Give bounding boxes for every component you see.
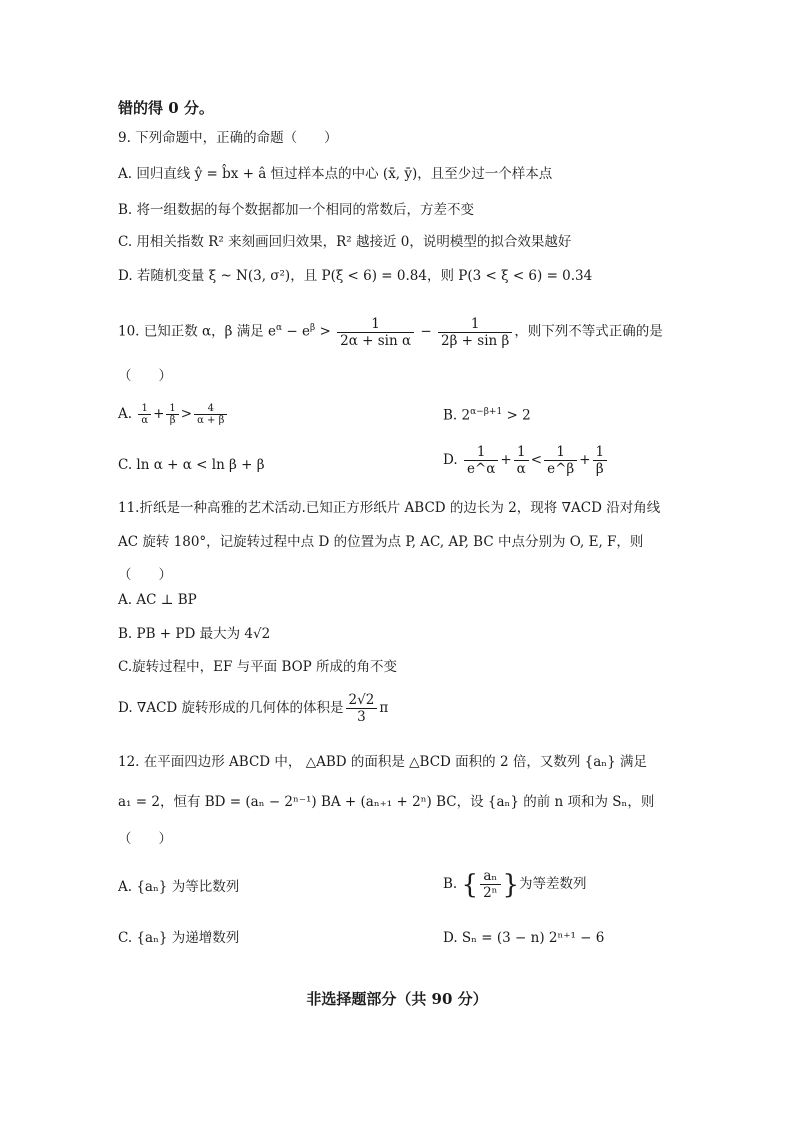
q10-d-plus-1: + [500, 452, 512, 468]
q12-b-label: B. [443, 876, 458, 892]
q9-option-c: C. 用相关指数 R² 来刻画回归效果，R² 越接近 0，说明模型的拟合效果越好 [118, 234, 572, 250]
q10-fraction-2 [438, 316, 512, 349]
q10-b-base: B. 2 [443, 407, 471, 424]
q10-exp-beta: β [310, 323, 316, 333]
q10-d-f3-num: 1 [544, 444, 577, 461]
q10-f1-den: 2α + sin α [340, 332, 412, 349]
q10-d-frac1 [464, 444, 498, 477]
q12-paren: （ ） [118, 831, 172, 847]
q10-d-label: D. [443, 452, 458, 468]
q10-option-b [443, 402, 531, 426]
q10-a-frac3 [194, 403, 227, 426]
q9-option-d: D. 若随机变量 ξ ~ N(3, σ²)，且 P(ξ < 6) = 0.84，则 P(3 < ξ < 6) = 0.34 [118, 268, 593, 284]
q10-d-f4-den: β [595, 461, 604, 477]
q10-fraction-1 [337, 316, 414, 349]
q10-tail: ，则下列不等式正确的是 [514, 323, 663, 340]
q11-option-b: B. PB + PD 最大为 4√2 [118, 626, 271, 642]
q10-option-d [443, 442, 609, 478]
q12-option-d: D. Sₙ = (3 − n) 2ⁿ⁺¹ − 6 [443, 930, 605, 946]
q11-d-frac [346, 692, 378, 725]
q10-stem [118, 310, 663, 350]
q12-line-2: a₁ = 2，恒有 BD = (aₙ − 2ⁿ⁻¹) BA + (aₙ₊₁ + 2ⁿ) BC，设 {aₙ} 的前 n 项和为 Sₙ，则 [118, 794, 655, 810]
q10-a-gt: > [180, 406, 193, 422]
right-brace-icon: } [502, 869, 520, 900]
q10-a-plus: + [153, 406, 165, 422]
q12-line-1: 12. 在平面四边形 ABCD 中， △ABD 的面积是 △BCD 面积的 2 倍，又数列 {aₙ} 满足 [118, 754, 647, 770]
q11-d-den: 3 [357, 709, 366, 725]
q11-line-2: AC 旋转 180°，记旋转过程中点 D 的位置为点 P, AC, AP, BC 中点分别为 O, E, F，则 [118, 534, 644, 550]
q12-b-num: aₙ [480, 868, 500, 885]
q10-lead: 10. 已知正数 α，β 满足 e [118, 323, 277, 340]
q10-mid: − e [282, 323, 311, 340]
q10-paren: （ ） [118, 368, 172, 384]
q10-a-label: A. [118, 406, 133, 422]
q11-paren: （ ） [118, 567, 172, 583]
q10-f2-num: 1 [438, 316, 512, 333]
q10-d-f1-den: e^α [466, 461, 496, 477]
q10-option-c: C. ln α + α < ln β + β [118, 457, 265, 473]
q10-d-frac2 [514, 444, 529, 477]
q11-d-num: 2√2 [346, 692, 378, 709]
q12-option-c: C. {aₙ} 为递增数列 [118, 930, 240, 946]
q12-b-den: 2ⁿ [483, 885, 498, 901]
q11-d-text: D. ∇ACD 旋转形成的几何体的体积是 [118, 700, 344, 716]
q10-a-frac1 [138, 403, 151, 426]
q10-b-exp: α−β+1 [470, 407, 503, 417]
q10-a-f2-num: 1 [166, 403, 178, 415]
q10-a-f3-den: α + β [197, 415, 225, 426]
q10-d-f4-num: 1 [593, 444, 608, 461]
q10-d-f1-num: 1 [464, 444, 498, 461]
q10-d-f2-den: α [516, 461, 526, 477]
q11-option-a: A. AC ⊥ BP [118, 592, 197, 608]
q11-option-d [118, 688, 388, 728]
section-title: 非选择题部分（共 90 分） [306, 990, 488, 1008]
q10-option-a [118, 400, 229, 428]
q11-option-c: C.旋转过程中，EF 与平面 BOP 所成的角不变 [118, 659, 398, 675]
q10-a-f1-num: 1 [138, 403, 151, 415]
q11-d-pi: π [379, 700, 389, 716]
q10-a-f1-den: α [141, 415, 149, 426]
q10-d-frac4 [593, 444, 608, 477]
q12-option-a: A. {aₙ} 为等比数列 [118, 879, 240, 895]
q9-option-b: B. 将一组数据的每个数据都加一个相同的常数后，方差不变 [118, 202, 475, 218]
q10-b-post: > 2 [502, 407, 531, 424]
q11-line-1: 11.折纸是一种高雅的艺术活动.已知正方形纸片 ABCD 的边长为 2，现将 ∇ACD 沿对角线 [118, 500, 661, 516]
q9-option-a: A. 回归直线 ŷ = b̂x + â 恒过样本点的中心 (x̄, ȳ)，且至少过一个样本点 [118, 166, 553, 182]
q10-f1-num: 1 [337, 316, 414, 333]
q10-gt: > [315, 323, 336, 340]
q12-b-text: 为等差数列 [519, 876, 587, 892]
q10-d-f2-num: 1 [514, 444, 529, 461]
q10-d-frac3 [544, 444, 577, 477]
q10-f2-den: 2β + sin β [440, 332, 510, 349]
q10-exp-alpha: α [276, 323, 283, 333]
q10-a-frac2 [166, 403, 178, 426]
q10-a-f2-den: β [169, 415, 176, 426]
scoring-note: 错的得 0 分。 [118, 99, 214, 117]
left-brace-icon: { [461, 869, 479, 900]
q10-d-f3-den: e^β [547, 461, 575, 477]
q10-d-plus-2: + [579, 452, 591, 468]
q12-b-frac [480, 868, 500, 901]
q10-d-lt: < [530, 452, 543, 468]
q12-option-b [443, 864, 587, 904]
q10-a-f3-num: 4 [194, 403, 227, 415]
q10-minus: − [416, 323, 436, 340]
q9-stem: 9. 下列命题中，正确的命题（ ） [118, 130, 338, 146]
